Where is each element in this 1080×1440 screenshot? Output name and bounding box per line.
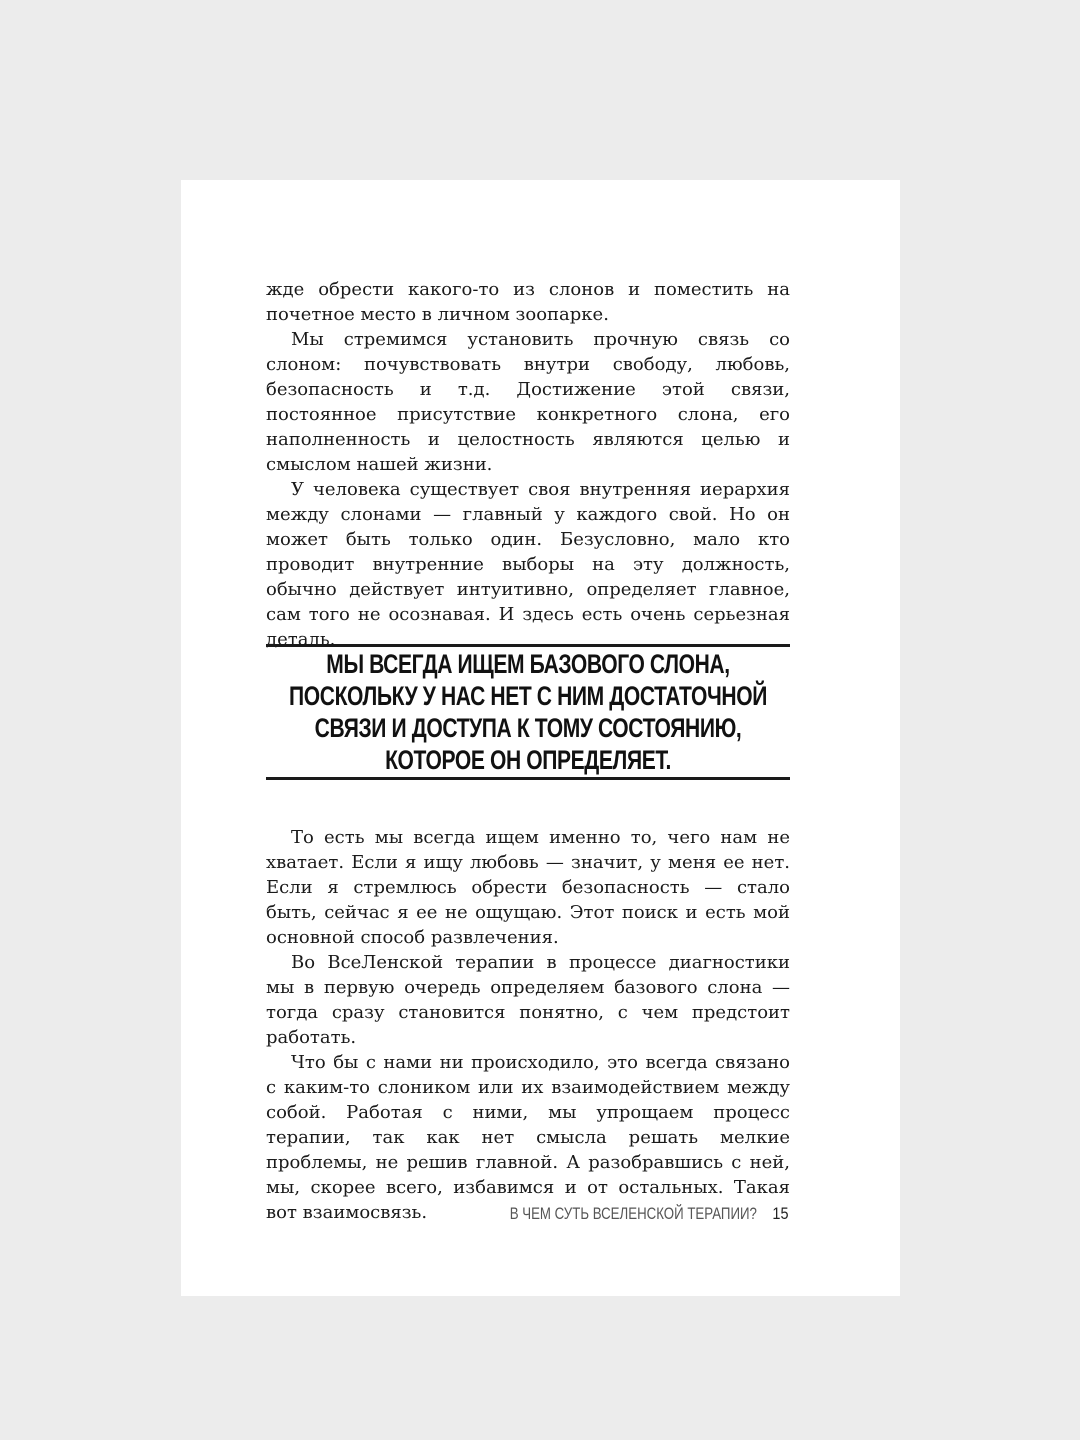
body-text-bottom: [266, 825, 790, 1225]
paragraph: У человека существует своя внутренняя иерархия между слонами — главный у каждого свой. Но он может быть только один. Безусловно, мало кто проводит внутренние выборы на эту должность, обычно действует интуитивно, определяет главное, сам того не осознавая. И здесь есть очень серьезная деталь.: [266, 479, 790, 650]
paragraph: Во ВсеЛенской терапии в процессе диагностики мы в первую очередь определяем базового слона — тогда сразу становится понятно, с чем предстоит работать.: [266, 952, 790, 1048]
pull-quote: [266, 644, 790, 780]
body-text-top: [266, 277, 790, 652]
paragraph: Что бы с нами ни происходило, это всегда связано с каким-то слоником или их взаимодействием между собой. Работая с ними, мы упрощаем процесс терапии, так как нет смысла решать мелкие проблемы, не решив главной. А разобравшись с ней, мы, скорее всего, избавимся и от остальных. Такая вот взаимосвязь.: [266, 1052, 790, 1223]
pull-quote-text: МЫ ВСЕГДА ИЩЕМ БАЗОВОГО СЛОНА, ПОСКОЛЬКУ У НАС НЕТ С НИМ ДОСТАТОЧНОЙ СВЯЗИ И ДОСТУПА К ТОМУ СОСТОЯНИЮ, КОТОРОЕ ОН ОПРЕДЕЛЯЕТ.: [289, 649, 767, 775]
running-title: В ЧЕМ СУТЬ ВСЕЛЕНСКОЙ ТЕРАПИИ?: [509, 1204, 758, 1223]
paragraph: То есть мы всегда ищем именно то, чего нам не хватает. Если я ищу любовь — значит, у меня ее нет. Если я стремлюсь обрести безопасность — стало быть, сейчас я ее не ощущаю. Этот поиск и есть мой основной способ развлечения.: [266, 827, 790, 948]
paragraph: Мы стремимся установить прочную связь со слоном: почувствовать внутри свободу, любовь, безопасность и т.д. Достижение этой связи, постоянное присутствие конкретного слона, его наполненность и целостность являются целью и смыслом нашей жизни.: [266, 329, 790, 475]
page-number: 15: [772, 1204, 789, 1223]
book-page: [181, 180, 900, 1296]
page-footer: [266, 1204, 790, 1224]
paragraph: жде обрести какого-то из слонов и поместить на почетное место в личном зоопарке.: [266, 279, 790, 325]
